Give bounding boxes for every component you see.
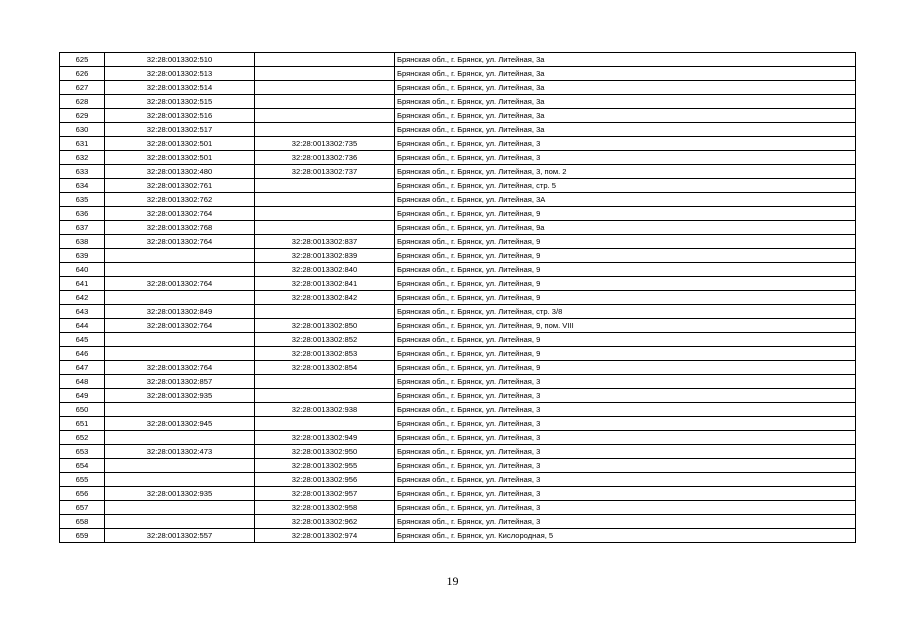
object-cadastral-number-cell <box>255 123 395 137</box>
table-row <box>60 249 856 263</box>
table-row <box>60 389 856 403</box>
cadastral-table <box>59 52 856 543</box>
object-cadastral-number-cell: 32:28:0013302:962 <box>255 515 395 529</box>
address-cell: Брянская обл., г. Брянск, ул. Литейная, 3 <box>395 487 856 501</box>
cadastral-number-cell: 32:28:0013302:480 <box>105 165 255 179</box>
address-cell: Брянская обл., г. Брянск, ул. Литейная, 9а <box>395 221 856 235</box>
row-number-cell: 658 <box>60 515 105 529</box>
address-cell: Брянская обл., г. Брянск, ул. Литейная, стр. 3/8 <box>395 305 856 319</box>
object-cadastral-number-cell <box>255 53 395 67</box>
row-number-cell: 656 <box>60 487 105 501</box>
cadastral-number-cell: 32:28:0013302:516 <box>105 109 255 123</box>
address-cell: Брянская обл., г. Брянск, ул. Литейная, 3 <box>395 151 856 165</box>
row-number-cell: 641 <box>60 277 105 291</box>
address-cell: Брянская обл., г. Брянск, ул. Литейная, 3а <box>395 81 856 95</box>
row-number-cell: 648 <box>60 375 105 389</box>
object-cadastral-number-cell: 32:28:0013302:840 <box>255 263 395 277</box>
address-cell: Брянская обл., г. Брянск, ул. Литейная, 3а <box>395 95 856 109</box>
object-cadastral-number-cell: 32:28:0013302:957 <box>255 487 395 501</box>
object-cadastral-number-cell <box>255 67 395 81</box>
cadastral-number-cell <box>105 515 255 529</box>
row-number-cell: 640 <box>60 263 105 277</box>
cadastral-number-cell <box>105 403 255 417</box>
table-row <box>60 347 856 361</box>
cadastral-number-cell <box>105 347 255 361</box>
row-number-cell: 651 <box>60 417 105 431</box>
table-row <box>60 487 856 501</box>
cadastral-number-cell <box>105 459 255 473</box>
cadastral-number-cell: 32:28:0013302:935 <box>105 389 255 403</box>
row-number-cell: 630 <box>60 123 105 137</box>
address-cell: Брянская обл., г. Брянск, ул. Литейная, 3 <box>395 445 856 459</box>
address-cell: Брянская обл., г. Брянск, ул. Литейная, 3 <box>395 515 856 529</box>
object-cadastral-number-cell <box>255 81 395 95</box>
address-cell: Брянская обл., г. Брянск, ул. Литейная, 3, пом. 2 <box>395 165 856 179</box>
object-cadastral-number-cell <box>255 95 395 109</box>
object-cadastral-number-cell: 32:28:0013302:853 <box>255 347 395 361</box>
cadastral-number-cell <box>105 291 255 305</box>
row-number-cell: 644 <box>60 319 105 333</box>
row-number-cell: 625 <box>60 53 105 67</box>
cadastral-number-cell <box>105 473 255 487</box>
cadastral-number-cell: 32:28:0013302:761 <box>105 179 255 193</box>
table-row <box>60 305 856 319</box>
row-number-cell: 645 <box>60 333 105 347</box>
object-cadastral-number-cell <box>255 375 395 389</box>
table-row <box>60 431 856 445</box>
row-number-cell: 655 <box>60 473 105 487</box>
cadastral-number-cell: 32:28:0013302:764 <box>105 207 255 221</box>
address-cell: Брянская обл., г. Брянск, ул. Литейная, 3а <box>395 53 856 67</box>
row-number-cell: 628 <box>60 95 105 109</box>
cadastral-number-cell: 32:28:0013302:935 <box>105 487 255 501</box>
address-cell: Брянская обл., г. Брянск, ул. Литейная, 9, пом. VIII <box>395 319 856 333</box>
row-number-cell: 649 <box>60 389 105 403</box>
object-cadastral-number-cell: 32:28:0013302:956 <box>255 473 395 487</box>
object-cadastral-number-cell <box>255 221 395 235</box>
cadastral-number-cell: 32:28:0013302:514 <box>105 81 255 95</box>
table-row <box>60 515 856 529</box>
table-row <box>60 459 856 473</box>
row-number-cell: 643 <box>60 305 105 319</box>
cadastral-number-cell: 32:28:0013302:849 <box>105 305 255 319</box>
row-number-cell: 632 <box>60 151 105 165</box>
cadastral-number-cell: 32:28:0013302:515 <box>105 95 255 109</box>
cadastral-number-cell: 32:28:0013302:857 <box>105 375 255 389</box>
object-cadastral-number-cell: 32:28:0013302:735 <box>255 137 395 151</box>
object-cadastral-number-cell: 32:28:0013302:950 <box>255 445 395 459</box>
object-cadastral-number-cell <box>255 389 395 403</box>
table-row <box>60 501 856 515</box>
address-cell: Брянская обл., г. Брянск, ул. Литейная, 3 <box>395 501 856 515</box>
page-number: 19 <box>446 574 459 588</box>
object-cadastral-number-cell: 32:28:0013302:850 <box>255 319 395 333</box>
address-cell: Брянская обл., г. Брянск, ул. Литейная, 9 <box>395 347 856 361</box>
table-row <box>60 361 856 375</box>
address-cell: Брянская обл., г. Брянск, ул. Литейная, стр. 5 <box>395 179 856 193</box>
cadastral-number-cell: 32:28:0013302:762 <box>105 193 255 207</box>
cadastral-number-cell <box>105 249 255 263</box>
cadastral-number-cell: 32:28:0013302:768 <box>105 221 255 235</box>
address-cell: Брянская обл., г. Брянск, ул. Литейная, 9 <box>395 333 856 347</box>
cadastral-number-cell: 32:28:0013302:764 <box>105 361 255 375</box>
table-row <box>60 81 856 95</box>
table-row <box>60 193 856 207</box>
object-cadastral-number-cell: 32:28:0013302:949 <box>255 431 395 445</box>
cadastral-number-cell: 32:28:0013302:517 <box>105 123 255 137</box>
row-number-cell: 638 <box>60 235 105 249</box>
table-row <box>60 123 856 137</box>
object-cadastral-number-cell: 32:28:0013302:955 <box>255 459 395 473</box>
object-cadastral-number-cell: 32:28:0013302:737 <box>255 165 395 179</box>
row-number-cell: 639 <box>60 249 105 263</box>
table-row <box>60 529 856 543</box>
object-cadastral-number-cell: 32:28:0013302:841 <box>255 277 395 291</box>
table-row <box>60 165 856 179</box>
object-cadastral-number-cell: 32:28:0013302:837 <box>255 235 395 249</box>
address-cell: Брянская обл., г. Брянск, ул. Кислородная, 5 <box>395 529 856 543</box>
table-row <box>60 235 856 249</box>
cadastral-number-cell: 32:28:0013302:473 <box>105 445 255 459</box>
row-number-cell: 635 <box>60 193 105 207</box>
object-cadastral-number-cell: 32:28:0013302:842 <box>255 291 395 305</box>
row-number-cell: 647 <box>60 361 105 375</box>
object-cadastral-number-cell <box>255 305 395 319</box>
table-row <box>60 179 856 193</box>
cadastral-number-cell: 32:28:0013302:510 <box>105 53 255 67</box>
table-row <box>60 473 856 487</box>
cadastral-number-cell <box>105 431 255 445</box>
address-cell: Брянская обл., г. Брянск, ул. Литейная, 9 <box>395 277 856 291</box>
table-row <box>60 319 856 333</box>
table-row <box>60 109 856 123</box>
object-cadastral-number-cell: 32:28:0013302:958 <box>255 501 395 515</box>
address-cell: Брянская обл., г. Брянск, ул. Литейная, 3 <box>395 473 856 487</box>
address-cell: Брянская обл., г. Брянск, ул. Литейная, 3 <box>395 389 856 403</box>
table-body <box>60 53 856 543</box>
object-cadastral-number-cell <box>255 417 395 431</box>
row-number-cell: 629 <box>60 109 105 123</box>
row-number-cell: 646 <box>60 347 105 361</box>
cadastral-number-cell: 32:28:0013302:501 <box>105 151 255 165</box>
cadastral-number-cell: 32:28:0013302:764 <box>105 277 255 291</box>
row-number-cell: 654 <box>60 459 105 473</box>
row-number-cell: 657 <box>60 501 105 515</box>
address-cell: Брянская обл., г. Брянск, ул. Литейная, 9 <box>395 249 856 263</box>
address-cell: Брянская обл., г. Брянск, ул. Литейная, 3а <box>395 123 856 137</box>
row-number-cell: 636 <box>60 207 105 221</box>
row-number-cell: 637 <box>60 221 105 235</box>
address-cell: Брянская обл., г. Брянск, ул. Литейная, 3 <box>395 137 856 151</box>
table-row <box>60 151 856 165</box>
table-row <box>60 221 856 235</box>
cadastral-number-cell: 32:28:0013302:764 <box>105 235 255 249</box>
address-cell: Брянская обл., г. Брянск, ул. Литейная, 3 <box>395 431 856 445</box>
address-cell: Брянская обл., г. Брянск, ул. Литейная, 9 <box>395 291 856 305</box>
object-cadastral-number-cell: 32:28:0013302:852 <box>255 333 395 347</box>
object-cadastral-number-cell <box>255 179 395 193</box>
object-cadastral-number-cell <box>255 109 395 123</box>
table-row <box>60 207 856 221</box>
table-row <box>60 67 856 81</box>
address-cell: Брянская обл., г. Брянск, ул. Литейная, 3 <box>395 403 856 417</box>
cadastral-number-cell <box>105 333 255 347</box>
cadastral-number-cell: 32:28:0013302:513 <box>105 67 255 81</box>
address-cell: Брянская обл., г. Брянск, ул. Литейная, 3 <box>395 375 856 389</box>
table-row <box>60 277 856 291</box>
object-cadastral-number-cell: 32:28:0013302:854 <box>255 361 395 375</box>
row-number-cell: 634 <box>60 179 105 193</box>
table-row <box>60 333 856 347</box>
row-number-cell: 642 <box>60 291 105 305</box>
address-cell: Брянская обл., г. Брянск, ул. Литейная, 3а <box>395 109 856 123</box>
table-row <box>60 403 856 417</box>
row-number-cell: 650 <box>60 403 105 417</box>
object-cadastral-number-cell: 32:28:0013302:839 <box>255 249 395 263</box>
object-cadastral-number-cell <box>255 193 395 207</box>
cadastral-number-cell <box>105 501 255 515</box>
row-number-cell: 653 <box>60 445 105 459</box>
table-row <box>60 53 856 67</box>
table-row <box>60 291 856 305</box>
cadastral-number-cell: 32:28:0013302:501 <box>105 137 255 151</box>
address-cell: Брянская обл., г. Брянск, ул. Литейная, 9 <box>395 361 856 375</box>
object-cadastral-number-cell <box>255 207 395 221</box>
cadastral-number-cell <box>105 263 255 277</box>
address-cell: Брянская обл., г. Брянск, ул. Литейная, 9 <box>395 207 856 221</box>
address-cell: Брянская обл., г. Брянск, ул. Литейная, 3 <box>395 417 856 431</box>
table-row <box>60 137 856 151</box>
object-cadastral-number-cell: 32:28:0013302:736 <box>255 151 395 165</box>
address-cell: Брянская обл., г. Брянск, ул. Литейная, 3а <box>395 67 856 81</box>
table-row <box>60 445 856 459</box>
row-number-cell: 652 <box>60 431 105 445</box>
address-cell: Брянская обл., г. Брянск, ул. Литейная, 3А <box>395 193 856 207</box>
table-row <box>60 375 856 389</box>
cadastral-number-cell: 32:28:0013302:945 <box>105 417 255 431</box>
row-number-cell: 659 <box>60 529 105 543</box>
table-row <box>60 95 856 109</box>
object-cadastral-number-cell: 32:28:0013302:974 <box>255 529 395 543</box>
object-cadastral-number-cell: 32:28:0013302:938 <box>255 403 395 417</box>
cadastral-number-cell: 32:28:0013302:764 <box>105 319 255 333</box>
address-cell: Брянская обл., г. Брянск, ул. Литейная, 3 <box>395 459 856 473</box>
address-cell: Брянская обл., г. Брянск, ул. Литейная, 9 <box>395 235 856 249</box>
table-row <box>60 417 856 431</box>
cadastral-number-cell: 32:28:0013302:557 <box>105 529 255 543</box>
row-number-cell: 633 <box>60 165 105 179</box>
address-cell: Брянская обл., г. Брянск, ул. Литейная, 9 <box>395 263 856 277</box>
row-number-cell: 627 <box>60 81 105 95</box>
row-number-cell: 626 <box>60 67 105 81</box>
row-number-cell: 631 <box>60 137 105 151</box>
table-row <box>60 263 856 277</box>
